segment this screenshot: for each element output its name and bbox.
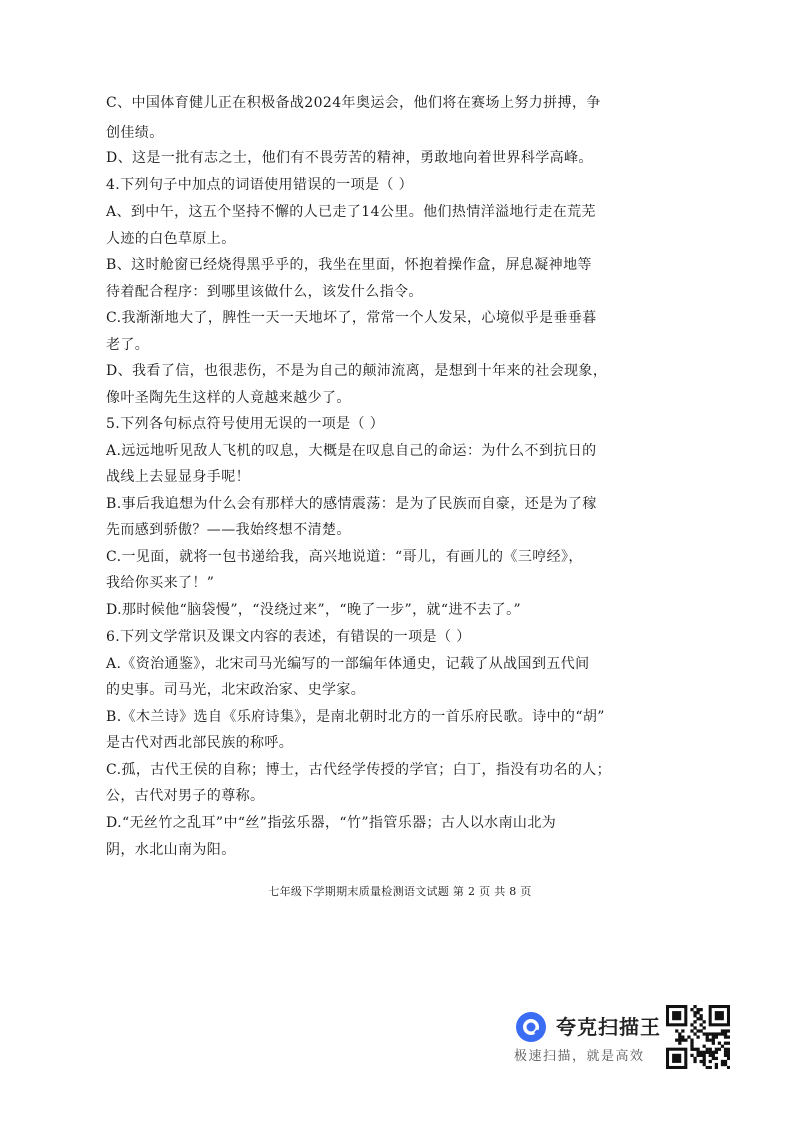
text-line: C.一见面，就将一包书递给我，高兴地说道：“哥儿，有画儿的《三哼经》， — [106, 549, 583, 565]
text-line: D、我看了信，也很悲伤，不是为自己的颠沛流离，是想到十年来的社会现象， — [106, 363, 608, 379]
text-line: 是古代对西北部民族的称呼。 — [106, 735, 294, 751]
text-line: 人迹的白色草原上。 — [106, 231, 236, 247]
text-line: A、到中午，这五个坚持不懈的人已走了14公里。他们热情洋溢地行走在荒芜 — [106, 204, 596, 220]
text-line: 5.下列各句标点符号使用无误的一项是（ ） — [106, 416, 385, 432]
text-line: 战线上去显显身手呢！ — [106, 469, 250, 485]
text-line: 公，古代对男子的尊称。 — [106, 788, 265, 804]
text-line: D、这是一批有志之士，他们有不畏劳苦的精神，勇敢地向着世界科学高峰。 — [106, 150, 593, 166]
qr-code-icon — [666, 1005, 730, 1069]
text-line: D.“无丝竹之乱耳”中“丝”指弦乐器，“竹”指管乐器；古人以水南山北为 — [106, 815, 557, 831]
watermark-title: 夸克扫描王 — [556, 1015, 661, 1039]
text-line: A.远远地听见敌人飞机的叹息，大概是在叹息自己的命运：为什么不到抗日的 — [106, 443, 597, 459]
quark-logo-icon — [514, 1010, 548, 1044]
text-line: A.《资治通鉴》，北宋司马光编写的一部编年体通史，记载了从战国到五代间 — [106, 656, 590, 672]
text-line: 像叶圣陶先生这样的人竟越来越少了。 — [106, 390, 351, 406]
text-line: B.事后我追想为什么会有那样大的感情震荡：是为了民族而自豪，还是为了稼 — [106, 496, 597, 512]
watermark-slogan: 极速扫描，就是高效 — [514, 1049, 645, 1064]
text-line: C.我渐渐地大了，脾性一天一天地坏了，常常一个人发呆，心境似乎是垂垂暮 — [106, 310, 597, 326]
text-line: D.那时候他“脑袋慢”，“没绕过来”，“晚了一步”，就“进不去了。” — [106, 602, 522, 618]
text-line: C.孤，古代王侯的自称；博士，古代经学传授的学官；白丁，指没有功名的人； — [106, 762, 612, 778]
text-line: C、中国体育健儿正在积极备战2024年奥运会，他们将在赛场上努力拼搏，争 — [106, 95, 601, 111]
text-line: 老了。 — [106, 337, 150, 353]
text-line: 的史事。司马光，北宋政治家、史学家。 — [106, 682, 366, 698]
text-line: B、这时舱窗已经烧得黑乎乎的，我坐在里面，怀抱着操作盒，屏息凝神地等 — [106, 257, 592, 273]
text-line: 待着配合程序：到哪里该做什么，该发什么指令。 — [106, 284, 423, 300]
text-line: 6.下列文学常识及课文内容的表述，有错误的一项是（ ） — [106, 629, 471, 645]
page-footer: 七年级下学期期末质量检测语文试题 第 2 页 共 8 页 — [268, 885, 532, 898]
text-line: 创佳绩。 — [106, 125, 164, 141]
text-line: 阴，水北山南为阳。 — [106, 842, 236, 858]
text-line: 4.下列句子中加点的词语使用错误的一项是（ ） — [106, 177, 414, 193]
text-line: 先而感到骄傲？——我始终想不清楚。 — [106, 522, 351, 538]
text-line: 我给你买来了！” — [106, 575, 215, 591]
text-line: B.《木兰诗》选自《乐府诗集》，是南北朝时北方的一首乐府民歌。诗中的“胡” — [106, 709, 605, 725]
